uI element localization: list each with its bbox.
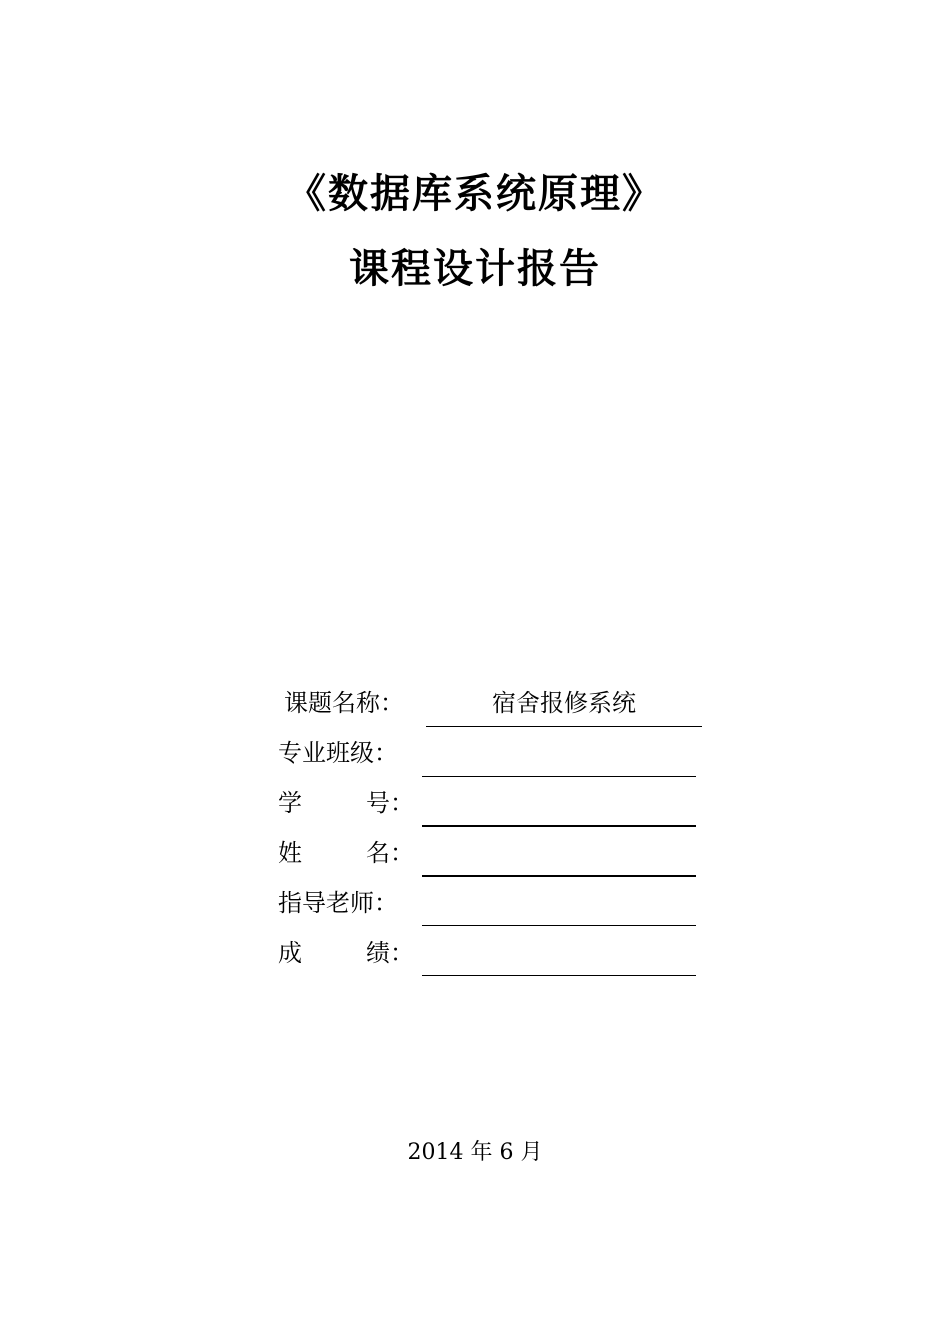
class-underline [422, 776, 696, 777]
report-date: 2014 年 6 月 [407, 1140, 543, 1165]
name-label-start: 姓 [278, 839, 302, 867]
topic-value: 宿舍报修系统 [492, 689, 636, 717]
grade-label-start: 成 [278, 939, 302, 967]
name-underline [422, 875, 696, 877]
student-id-label-end: 号： [366, 789, 414, 817]
topic-underline [426, 726, 702, 727]
student-id-underline [422, 825, 696, 827]
advisor-underline [422, 925, 696, 926]
name-label-end: 名： [366, 839, 414, 867]
grade-label-end: 绩： [366, 939, 414, 967]
topic-label: 课题名称： [284, 689, 404, 717]
class-label: 专业班级： [278, 739, 398, 767]
grade-underline [422, 975, 696, 976]
advisor-label: 指导老师： [278, 889, 398, 917]
report-title-course: 《数据库系统原理》 [286, 170, 664, 217]
student-id-label-start: 学 [278, 789, 302, 817]
report-title-type: 课程设计报告 [349, 245, 601, 292]
